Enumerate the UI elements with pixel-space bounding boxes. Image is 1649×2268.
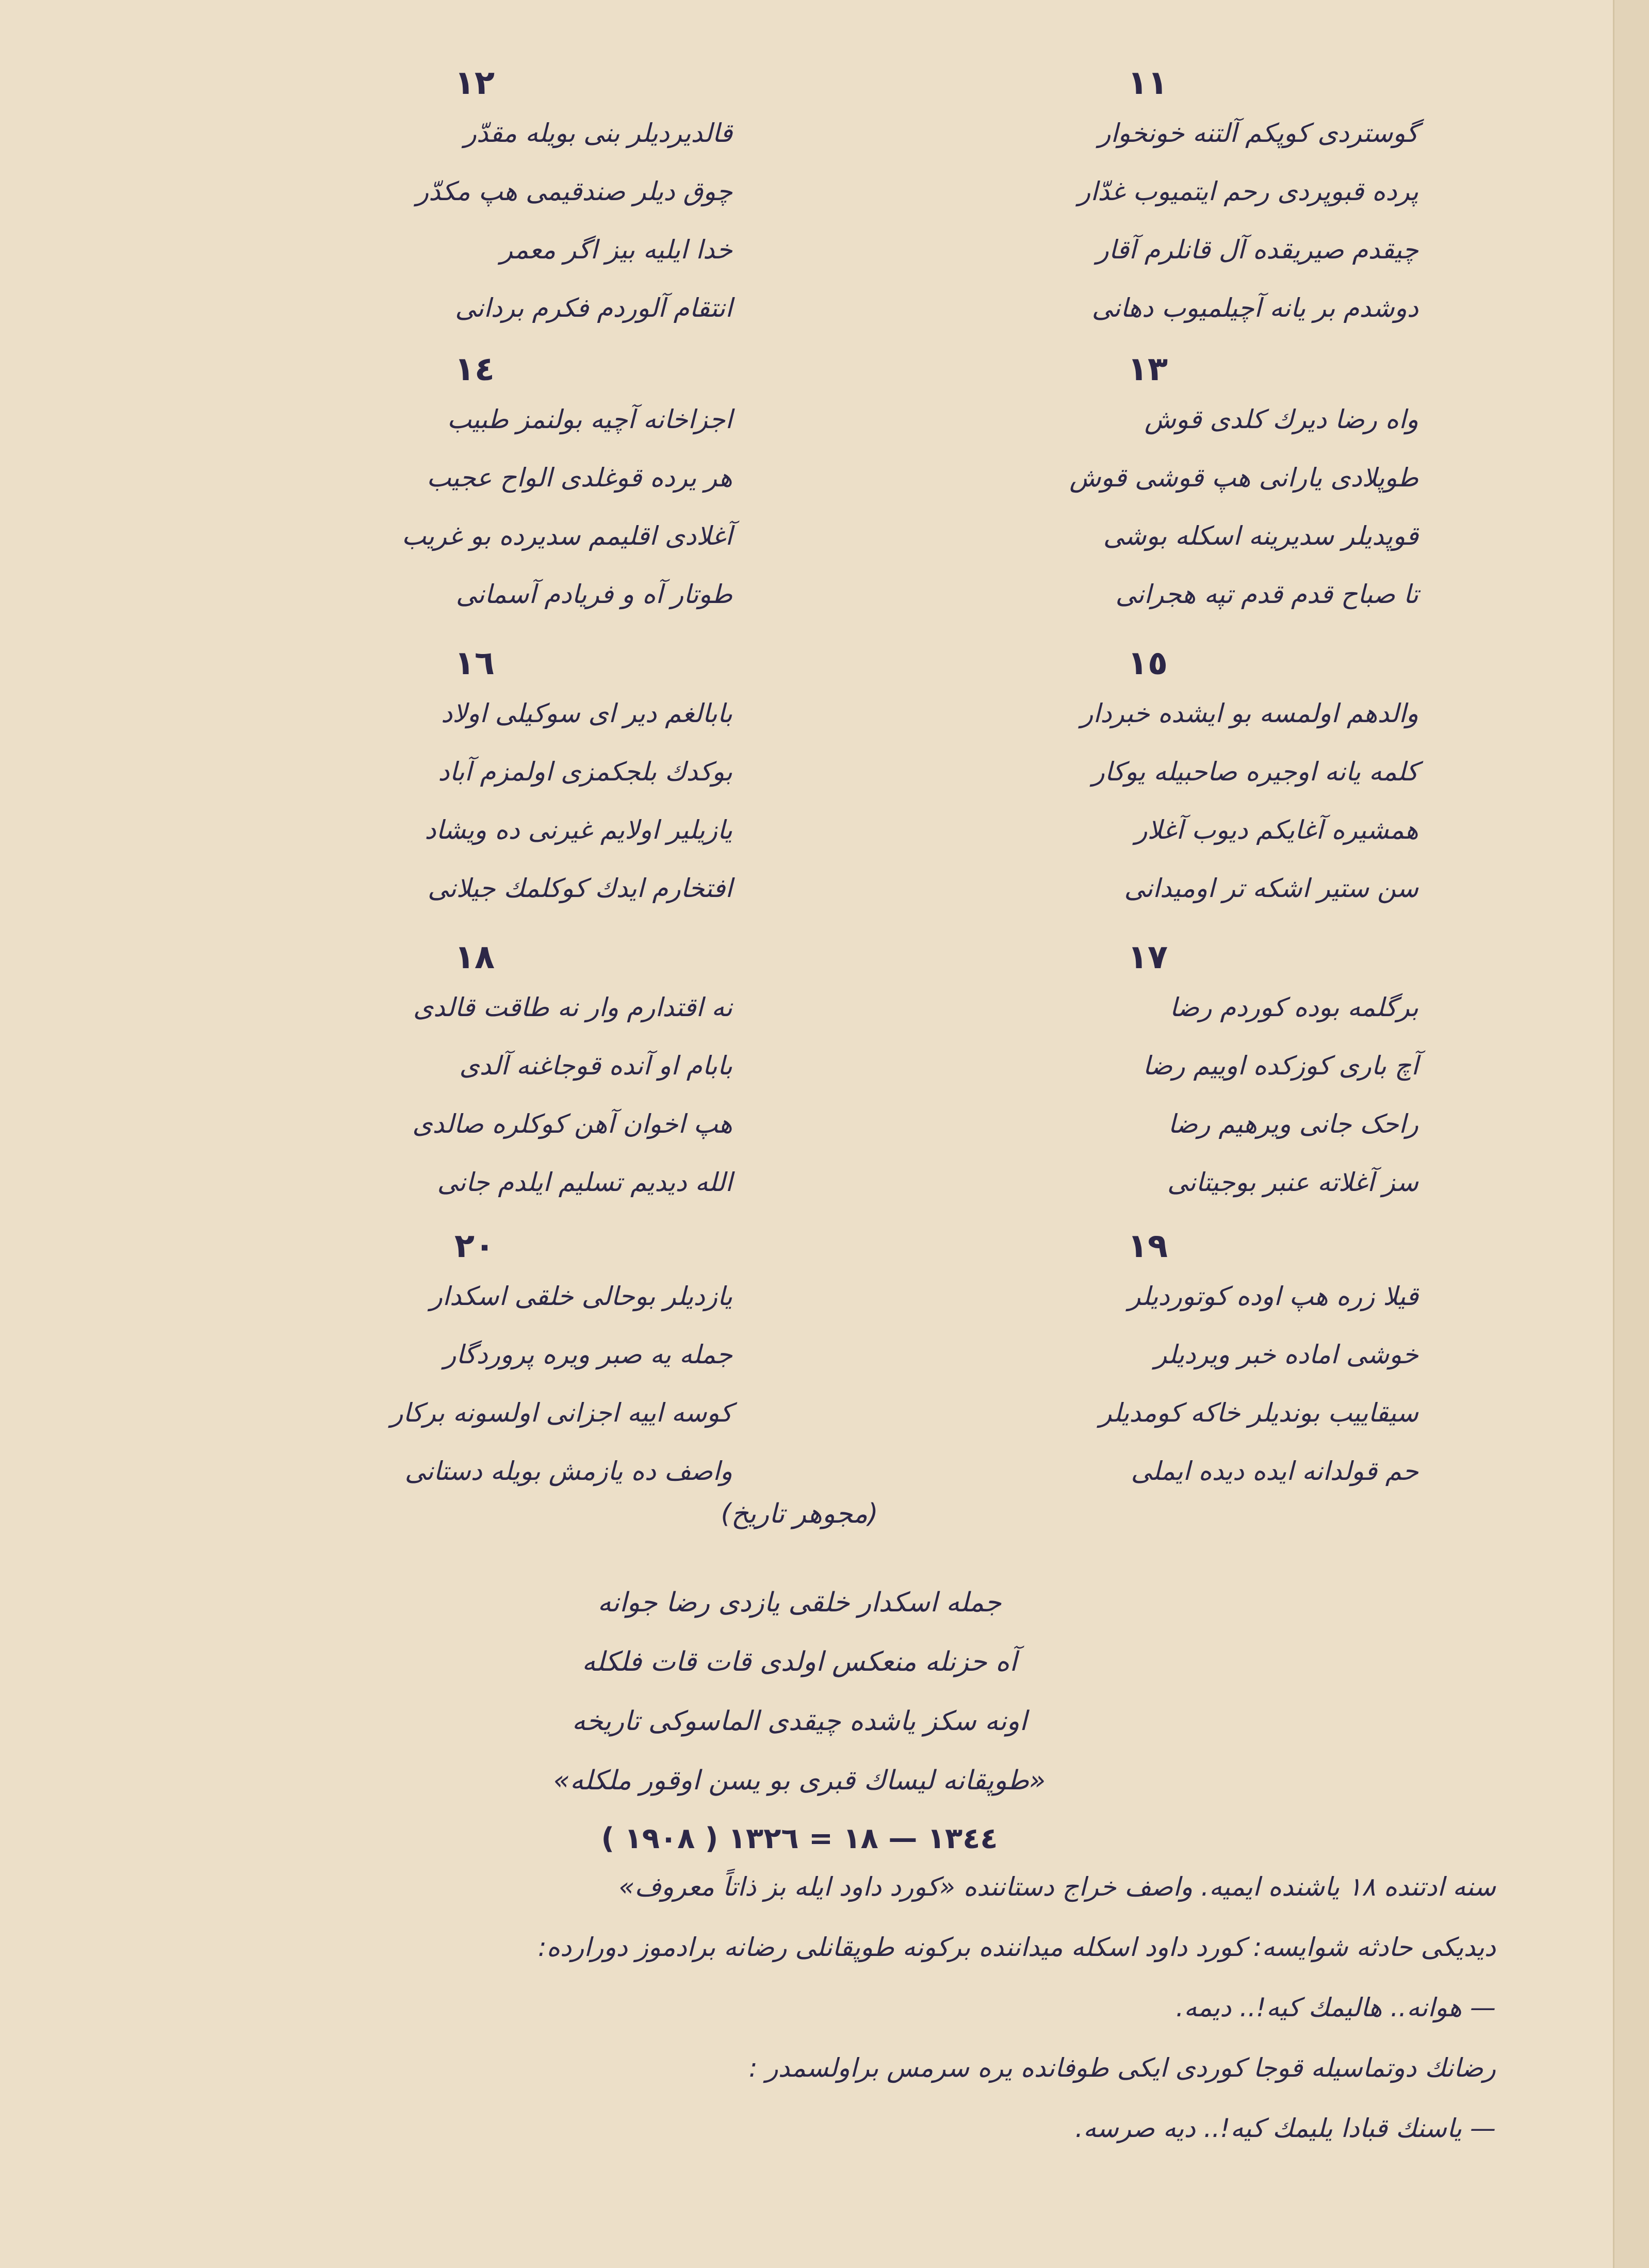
verse-line: سیقاییب بوندیلر خاکه کومدیلر <box>1099 1398 1418 1428</box>
verse-line: آغلادی اقلیمم سدیرده بو غریب <box>401 521 732 551</box>
verse-line: بابام او آنده قوجاغنه آلدی <box>459 1051 732 1081</box>
note-line: سنه ادتنده ١٨ یاشنده ایمیه. واصف خراج دستاننده «کورد داود ایله بز ذاتاً معروف» <box>618 1872 1496 1902</box>
verse-line: انتقام آلوردم فکرم بردانی <box>455 293 732 323</box>
chronogram-line: آه حزنله منعکس اولدی قات قات فلکله <box>582 1646 1017 1677</box>
verse-line: پرده قبوپردی رحم ایتمیوب غدّار <box>1078 176 1418 206</box>
chronogram-date: ١٣٤٤ — ١٨ = ١٣٢٦ ( ١٩٠٨ ) <box>601 1822 998 1855</box>
stanza-number: ١١ <box>1127 64 1168 102</box>
stanza-number: ١٥ <box>1127 644 1168 682</box>
verse-line: هپ اخوان آهن کوکلره صالدی <box>412 1109 732 1139</box>
note-line: رضانك دوتماسیله قوجا کوردی ایکی طوفانده یره سرمس براولسمدر : <box>748 2053 1496 2083</box>
verse-line: قالدیردیلر بنی بویله مقدّر <box>464 118 732 148</box>
chronogram-line: جمله اسکدار خلقی یازدی رضا جوانه <box>597 1587 1002 1618</box>
verse-line: سن ستیر اشکه تر اومیدانی <box>1124 873 1418 903</box>
chronogram <box>309 1573 1289 1867</box>
verse-line: واه رضا دیرك کلدی قوش <box>1144 404 1418 434</box>
verse-line: بابالغم دیر ای سوکیلی اولاد <box>441 698 732 728</box>
verse-line: هر یرده قوغلدی الواح عجیب <box>427 463 732 493</box>
verse-line: کوسه اییه اجزانی اولسونه برکار <box>390 1398 732 1428</box>
stanza-number: ١٢ <box>454 64 495 102</box>
note-line: — هوانه.. هالیمك کیه!.. دیمه. <box>1175 1993 1496 2022</box>
verse-line: طوتار آه و فریادم آسمانی <box>455 579 732 609</box>
stanza-number: ١٩ <box>1127 1227 1168 1265</box>
stanza-number: ١٧ <box>1127 938 1168 976</box>
verse-line: سز آغلاته عنبر بوجیتانی <box>1167 1167 1418 1197</box>
note-line: — یاسنك قبادا یلیمك کیه!.. دیه صرسه. <box>1075 2113 1496 2143</box>
note-line: دیدیکی حادثه شوایسه: کورد داود اسکله میداننده برکونه طوپقانلی رضانه برادموز دورارده: <box>537 1932 1496 1962</box>
verse-line: برگلمه بوده کوردم رضا <box>1169 992 1418 1022</box>
chronogram-line: «طوپقانه لیساك قبری بو یسن اوقور ملکله» <box>553 1765 1046 1796</box>
stanza-11 <box>877 62 1418 337</box>
stanza-19 <box>877 1225 1418 1500</box>
stanza-14 <box>217 348 732 624</box>
stanza-number: ١٦ <box>454 644 495 682</box>
page-edge <box>1613 0 1649 2268</box>
stanza-17 <box>877 936 1418 1212</box>
verse-line: یازدیلر بوحالی خلقی اسکدار <box>430 1281 732 1311</box>
stanza-number: ٢٠ <box>454 1227 495 1265</box>
verse-line: آچ باری کوزکده اوییم رضا <box>1142 1051 1418 1081</box>
verse-line: حم قولدانه ایده دیده ایملی <box>1131 1456 1418 1486</box>
verse-line: گوستردی کوپکم آلتنه خونخوار <box>1098 118 1418 148</box>
verse-line: خدا ایلیه بیز اگر معمر <box>500 235 732 265</box>
verse-line: قوپدیلر سدیرینه اسکله بوشی <box>1103 521 1418 551</box>
verse-line: کلمه یانه اوجیره صاحبیله یوکار <box>1092 757 1418 787</box>
stanza-13 <box>877 348 1418 624</box>
stanza-15 <box>877 642 1418 918</box>
verse-line: چوق دیلر صندقیمی هپ مکدّر <box>416 176 732 206</box>
verse-line: والدهم اولمسه بو ایشده خبردار <box>1081 698 1418 728</box>
verse-line: اجزاخانه آچیه بولنمز طبیب <box>447 404 732 434</box>
verse-line: دوشدم بر یانه آچیلمیوب دهانی <box>1091 293 1418 323</box>
verse-line: خوشی اماده خبر ویردیلر <box>1154 1340 1418 1369</box>
verse-line: بوکدك بلجکمزی اولمزم آباد <box>438 757 732 787</box>
verse-line: نه اقتدارم وار نه طاقت قالدی <box>413 992 732 1022</box>
stanza-number: ١٨ <box>454 938 495 976</box>
notes-paragraph <box>93 1857 1496 2159</box>
stanza-number: ١٣ <box>1127 350 1168 388</box>
chronogram-line: اونه سکز یاشده چیقدی الماسوکی تاریخه <box>572 1706 1027 1737</box>
verse-line: یازیلیر اولایم غیرنی ده ویشاد <box>425 815 732 845</box>
verse-line: همشیره آغایکم دیوب آغلار <box>1135 815 1418 845</box>
stanza-number: ١٤ <box>454 350 495 388</box>
verse-line: تا صباح قدم قدم تپه هجرانی <box>1115 579 1418 609</box>
verse-line: واصف ده یازمش بویله دستانی <box>404 1456 732 1486</box>
verse-line: الله دیدیم تسلیم ایلدم جانی <box>437 1167 732 1197</box>
stanza-16 <box>217 642 732 918</box>
verse-line: طوپلادی یارانی هپ قوشی قوش <box>1069 463 1418 493</box>
verse-line: قیلا زره هپ اوده کوتوردیلر <box>1128 1281 1418 1311</box>
verse-line: راحک جانی ویرهیم رضا <box>1168 1109 1418 1139</box>
stanza-12 <box>217 62 732 337</box>
verse-line: افتخارم ایدك کوکلمك جیلانی <box>428 873 732 903</box>
chronogram-title: (مجوهر تاریخ) <box>721 1498 878 1529</box>
verse-line: جمله یه صبر ویره پروردگار <box>444 1340 732 1369</box>
verse-line: چیقدم صیریقده آل قانلرم آقار <box>1096 235 1418 265</box>
stanza-20 <box>217 1225 732 1500</box>
stanza-18 <box>217 936 732 1212</box>
